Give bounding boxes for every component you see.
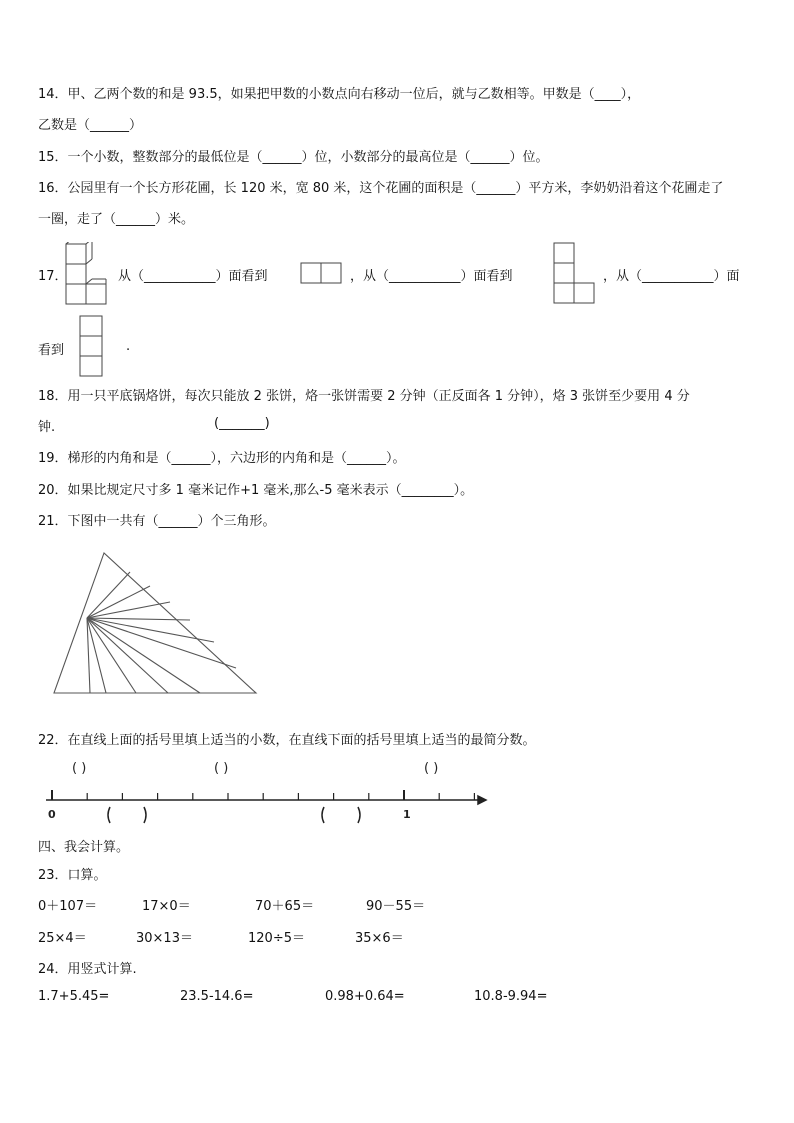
question-18-line-2: 钟. [38,420,56,435]
question-15: 15．一个小数，整数部分的最低位是（______）位，小数部分的最高位是（______）位。 [38,150,549,165]
lower-bracket-left-open [108,807,110,823]
upper-paren-1: ( ) [72,761,87,776]
oral-calc-r2c4: 35×6＝ [355,931,404,946]
lower-bracket-right-open [322,807,324,823]
question-21: 21．下图中一共有（______）个三角形。 [38,514,276,529]
question-16-line-2: 一圈，走了（______）米。 [38,212,195,227]
question-17-part-3: ，从（___________）面 [603,269,740,284]
number-line-label-0: 0 [48,808,56,821]
question-23-title: 23．口算。 [38,868,107,883]
lower-bracket-right-close [358,807,360,823]
lower-bracket-left-close [144,807,146,823]
question-18-answer-blank: (_______) [214,416,270,431]
view-two-squares-row [300,262,344,284]
question-20: 20．如果比规定尺寸多 1 毫米记作+1 毫米,那么-5 毫米表示（________）。 [38,483,474,498]
question-17-end: . [126,339,131,354]
upper-paren-3: ( ) [424,761,439,776]
question-14-line-2: 乙数是（______） [38,118,143,133]
oral-calc-r1c2: 17×0＝ [142,899,191,914]
oral-calc-r2c1: 25×4＝ [38,931,87,946]
question-17-number: 17． [38,269,68,284]
question-17-part-1: 从（___________）面看到 [118,269,268,284]
question-24-title: 24．用竖式计算. [38,962,137,977]
vertical-calc-4: 10.8-9.94= [474,989,548,1004]
section-4-title: 四、我会计算。 [38,840,130,855]
oral-calc-r2c2: 30×13＝ [136,931,193,946]
oral-calc-r1c3: 70＋65＝ [255,899,315,914]
question-17-part-4: 看到 [38,343,65,358]
question-14-line-1: 14．甲、乙两个数的和是 93.5，如果把甲数的小数点向右移动一位后，就与乙数相等。甲数是（____）， [38,87,641,102]
oral-calc-r1c4: 90－55＝ [366,899,426,914]
vertical-calc-1: 1.7+5.45= [38,989,110,1004]
vertical-calc-3: 0.98+0.64= [325,989,405,1004]
view-three-squares-column [79,315,105,379]
upper-paren-2: ( ) [214,761,229,776]
question-17-part-2: ，从（___________）面看到 [350,269,513,284]
vertical-calc-2: 23.5-14.6= [180,989,254,1004]
question-22: 22．在直线上面的括号里填上适当的小数，在直线下面的括号里填上适当的最简分数。 [38,733,536,748]
oral-calc-r1c1: 0＋107＝ [38,899,98,914]
question-18-line-1: 18．用一只平底锅烙饼，每次只能放 2 张饼，烙一张饼需要 2 分钟（正反面各 1 分钟），烙 3 张饼至少要用 4 分 [38,389,690,404]
fan-triangle-figure [50,550,260,696]
number-line-arrow [478,796,486,804]
cube-stack-figure [64,242,108,306]
view-l-shape [553,242,597,306]
number-line-figure [40,755,490,830]
question-19: 19．梯形的内角和是（______），六边形的内角和是（______）。 [38,451,406,466]
question-16-line-1: 16．公园里有一个长方形花圃，长 120 米，宽 80 米，这个花圃的面积是（______）平方米，李奶奶沿着这个花圃走了 [38,181,724,196]
oral-calc-r2c3: 120÷5＝ [248,931,305,946]
number-line-label-1: 1 [403,808,411,821]
